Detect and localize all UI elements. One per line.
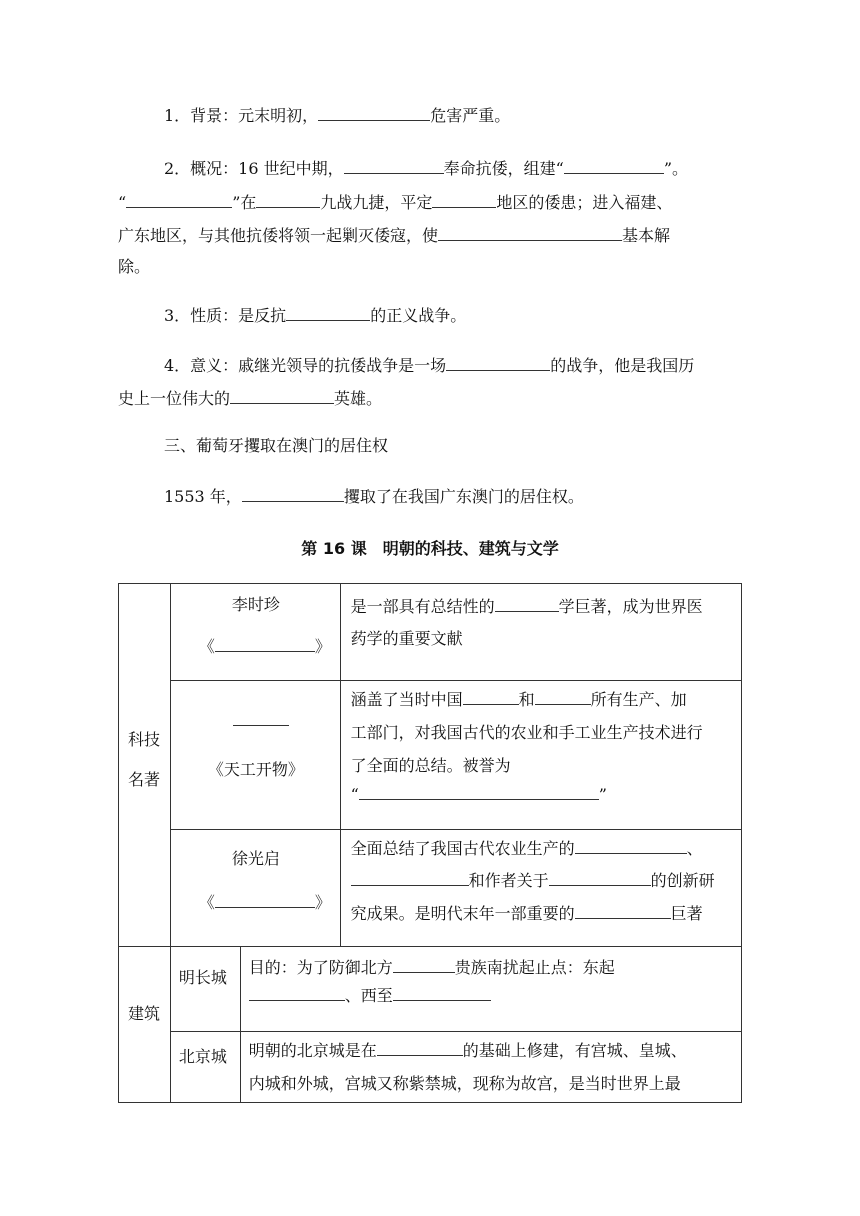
- text: 攫取了在我国广东澳门的居住权。: [343, 487, 584, 506]
- category-label: 名著: [128, 770, 161, 789]
- blank: [242, 487, 344, 502]
- structure-name: 北京城: [178, 1047, 227, 1066]
- text: 、: [686, 839, 703, 858]
- blank: [359, 785, 599, 800]
- blank: [446, 356, 550, 371]
- table-row: [119, 830, 742, 947]
- text: 和: [518, 690, 535, 709]
- paragraph-background: [164, 106, 788, 124]
- text: 九战九捷，平定: [320, 193, 433, 212]
- bracket: 《: [198, 893, 215, 912]
- text: 、西至: [344, 986, 393, 1005]
- book-title: 《天工开物》: [207, 760, 304, 779]
- section-heading: [164, 438, 788, 454]
- blank: [318, 106, 430, 121]
- blank: [393, 958, 455, 973]
- text: “: [350, 785, 359, 804]
- blank: [438, 226, 622, 241]
- blank: [549, 871, 651, 886]
- text: 基本解: [622, 226, 671, 245]
- text: 所有生产、加: [590, 690, 687, 709]
- structure-name: 明长城: [178, 968, 227, 987]
- text: 史上一位伟大的: [118, 389, 231, 408]
- text: 危害严重。: [430, 106, 511, 125]
- text: 除。: [118, 257, 151, 276]
- text: 全面总结了我国古代农业生产的: [350, 839, 575, 858]
- blank: [344, 159, 444, 174]
- blank: [432, 193, 496, 208]
- description-cell: [340, 830, 741, 947]
- category-cell-architecture: [119, 947, 171, 1103]
- text: 1553 年，: [164, 487, 242, 506]
- table-row: [119, 681, 742, 830]
- paragraph-nature: [164, 306, 788, 324]
- text: 工部门，对我国古代的农业和手工业生产技术进行: [350, 723, 703, 742]
- category-cell-science: [119, 584, 171, 947]
- lesson-title: 第 16 课 明朝的科技、建筑与文学: [301, 539, 559, 558]
- text: ”。: [663, 159, 689, 178]
- category-label: 科技: [128, 730, 161, 749]
- paragraph-overview: [118, 159, 742, 279]
- description-cell: [240, 1032, 741, 1103]
- text: ”在: [232, 193, 257, 212]
- text: 贵族南扰起止点：东起: [454, 958, 615, 977]
- table-row: [119, 1032, 742, 1103]
- text: 英雄。: [334, 389, 383, 408]
- blank: [575, 904, 671, 919]
- text: 内城和外城，宫城又称紫禁城，现称为故宫，是当时世界上最: [248, 1074, 681, 1093]
- text: 1．背景：元末明初，: [164, 106, 319, 125]
- author-cell: [170, 830, 340, 947]
- table-row: [119, 947, 742, 1032]
- blank: [564, 159, 664, 174]
- author-name: 李时珍: [231, 595, 280, 614]
- bracket: 》: [314, 893, 331, 912]
- description-cell: [340, 681, 741, 830]
- text: 药学的重要文献: [350, 629, 463, 648]
- blank: [215, 637, 315, 652]
- description-cell: [340, 584, 741, 681]
- text: 了全面的总结。被誉为: [350, 756, 511, 775]
- text: 涵盖了当时中国: [350, 690, 463, 709]
- author-cell: [170, 584, 340, 681]
- text: “: [118, 193, 127, 212]
- text: 目的：为了防御北方: [248, 958, 393, 977]
- lesson-table: [118, 583, 742, 1103]
- text: ”: [598, 785, 607, 804]
- blank: [249, 986, 345, 1001]
- paragraph-significance: [118, 356, 742, 406]
- author-name: 徐光启: [231, 849, 280, 868]
- blank: [256, 193, 320, 208]
- text: 的基础上修建，有宫城、皇城、: [462, 1041, 687, 1060]
- text: 和作者关于: [468, 871, 549, 890]
- blank: [126, 193, 232, 208]
- author-cell: [170, 681, 340, 830]
- text: 4．意义：戚继光领导的抗倭战争是一场: [164, 356, 447, 375]
- heading-text: 三、葡萄牙攫取在澳门的居住权: [164, 436, 389, 455]
- blank: [393, 986, 491, 1001]
- text: 奉命抗倭，组建“: [443, 159, 564, 178]
- paragraph-macau: [164, 487, 788, 505]
- bracket: 》: [314, 637, 331, 656]
- text: 2．概况：16 世纪中期，: [164, 159, 344, 178]
- text: 究成果。是明代末年一部重要的: [350, 904, 575, 923]
- description-cell: [240, 947, 741, 1032]
- text: 广东地区，与其他抗倭将领一起剿灭倭寇，使: [118, 226, 439, 245]
- structure-name-cell: [170, 947, 240, 1032]
- text: 学巨著，成为世界医: [558, 597, 703, 616]
- blank: [351, 871, 469, 886]
- text: 3．性质：是反抗: [164, 306, 287, 325]
- blank: [230, 389, 334, 404]
- blank: [233, 713, 289, 726]
- text: 地区的倭患；进入福建、: [496, 193, 673, 212]
- blank: [495, 597, 559, 612]
- table-row: [119, 584, 742, 681]
- bracket: 《: [198, 637, 215, 656]
- text: 的创新研: [650, 871, 715, 890]
- structure-name-cell: [170, 1032, 240, 1103]
- text: 明朝的北京城是在: [248, 1041, 377, 1060]
- text: 是一部具有总结性的: [350, 597, 495, 616]
- text: 的正义战争。: [370, 306, 467, 325]
- blank: [463, 690, 519, 705]
- blank: [575, 839, 687, 854]
- blank: [286, 306, 370, 321]
- blank: [535, 690, 591, 705]
- blank: [215, 893, 315, 908]
- category-label: 建筑: [128, 1004, 161, 1023]
- blank: [377, 1041, 463, 1056]
- text: 的战争，他是我国历: [550, 356, 695, 375]
- text: 巨著: [670, 904, 703, 923]
